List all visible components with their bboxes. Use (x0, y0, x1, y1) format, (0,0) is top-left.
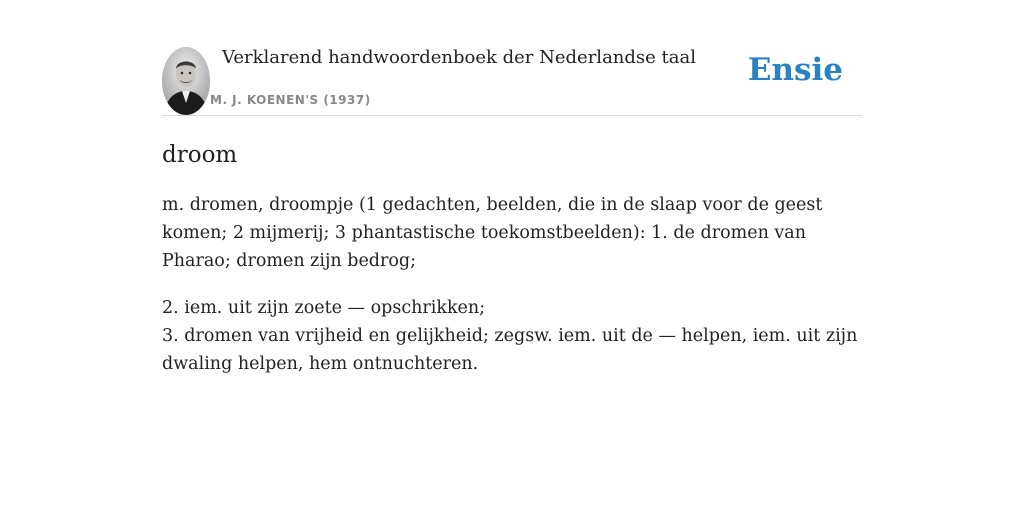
ensie-logo[interactable]: Ensie (747, 52, 843, 88)
dictionary-page (162, 0, 862, 378)
book-author: M. J. KOENEN'S (1937) (210, 93, 371, 107)
definition-line: 3. dromen van vrijheid en gelijkheid; zegsw. iem. uit de — helpen, iem. uit zijn dwaling helpen, hem ontnuchteren. (162, 326, 858, 374)
definition-paragraph: m. dromen, droompje (1 gedachten, beelden, die in de slaap voor de geest komen; 2 mijmerij; 3 phantastische toekomstbeelden): 1. de dromen van Pharao; dromen zijn bedrog; (162, 195, 823, 271)
book-title[interactable]: Verklarend handwoordenboek der Nederlandse taal (222, 47, 696, 68)
entry-definition (162, 191, 862, 378)
definition-paragraph (162, 294, 862, 378)
author-portrait-icon (162, 47, 210, 115)
site-header (162, 46, 862, 116)
entry-headword: droom (162, 142, 238, 168)
definition-line: 2. iem. uit zijn zoete — opschrikken; (162, 298, 486, 318)
